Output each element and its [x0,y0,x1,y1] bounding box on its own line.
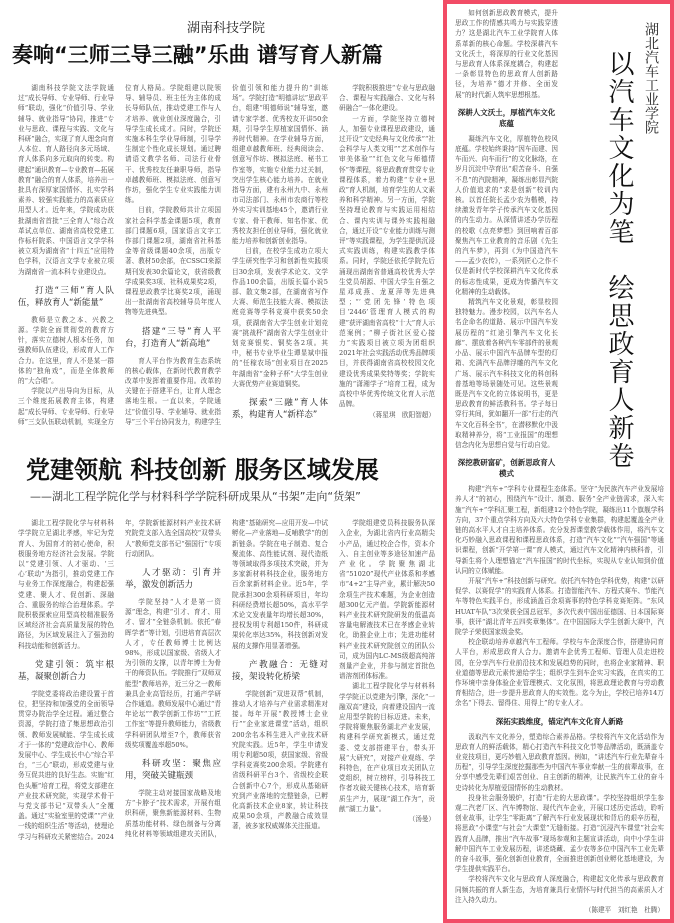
article2-paragraph: 学院坚持“人才是第一资源”理念，构建“引才、育才、用才、留才”全链条机制。依托“春晖学者”等计划，引进培育高层次人才，专任教师博士比例达98%，形成以国家级、省级人才为引领的支撑，以青年博士为骨干的师资队伍。学院推行“双师双能型”教师培养，近三分之一教师兼具企业高管经历，打通产学研合作通道。教师发展中心通过“青年论坛”“教学创新工作坊”“工匠工作室”等提升教师能力，省级教学科研团队增至7个，教师获省级奖项覆盖率超50%。 [125,597,221,749]
article2-section-heading: 科研攻坚：聚焦应用，突破关键瓶颈 [125,758,221,781]
article3-paragraph: 汲取汽车文化养分，塑造综合素养品格。学校将汽车文化活动作为思政育人的鲜活载体，精心打造汽车科技文化节等品牌活动，既涵盖专业竞技项目，更巧妙植入思政教育基因。例如，“讲述汽车行业先辈奋斗历程”，引导学生深度挖掘那些为中国汽车事业奉献一生的前辈故事，在分享中感受先辈们艰苦创业、自主创新的精神，让民族汽车工业的奋斗史诗转化为厚植爱国情怀的生动教材。 [455,732,664,792]
article2-paragraph: 学院组建党员科技服务队深入企业，为湖北省内行业高精尖小产品，通过校企合作，资本介入、自主创业等多途径加速产品产业化。学院聚焦湖北省“51020”现代产业体系和孝感市“4+2”主导产业，累计解决50余项生产技术难题，为企业创造超300亿元产值。学院新能源材料产业技术研究院研发的低温高容量电解液技术已在孝感企业转化，助推企业上市；先进功能材料产业技术研究院创立的团队公司，成为国内LC-MS级超高纯溶剂量产企业，并参与制定首批色谱溶剂团体标准。 [339,519,435,681]
article1-section-heading: 打造“三师”育人队伍，释放育人“新能量” [18,285,114,308]
article2-paragraph: 湖北工程学院化学与材料科学学院立足湖北孝感，牢记为党育人、为国育才的初心使命，积极服务地方经济社会发展。学院以“党建引领、人才驱动、‘三心’联动”为指引，推动党建工作与业务工作深度融合，构建起强党建、聚人才、促创新、深融合、重服务的综合治理体系。学院积极探索应用型高校精准服务区域经济社会高质量发展的特色路径，为区域发展注入了强劲的科技动能和创新活力。 [18,519,114,650]
article3-paragraph: 构建“汽车+”学科专业课程生态体系。坚守“为民族汽车产业发展培养人才”的初心，围绕汽车“设计、制造、服务”全产业链需求，深入实施“汽车+”学科汇聚工程，新组建12个特色学院，凝练出11个旗舰学科方向，37个重点学科方向及六大特色学科专业集群，构建起覆盖全产业链的高水平人才自主培养体系。充分发挥课堂教学载体作用，将汽车文化巧妙融入思政课程和课程思政体系，打造“汽车文化”“汽车强国”等通识课程，创新“开学第一课”育人模式，通过汽车文化精神内核科普，引导新生将个人理想锚定“汽车报国”的时代坐标，实现从专业认知到价值认同的立体赋能。 [455,485,664,575]
article2-section-heading: 党建引领：筑牢根基，凝聚创新合力 [18,659,114,682]
article1-paragraph: 学院积极推进“专业与思政融合、课程与实践融合、文化与科研融合”一体化建设。 [339,84,435,113]
article1-paragraph: 教师是立教之本、兴教之源。学院全面贯彻党的教育方针，落实立德树人根本任务，加强教师队伍建设，形成育人工作合力。在这里，育人不是某一群体的“独角戏”，而是全体教师的“大合唱”。 [18,315,114,386]
article3-paragraph: 开展“汽车+”科技创新与研究。依托汽车特色学科优势，构建“以研促学、以赛促学”的实践育人体系。打造智能汽车、方程式赛车、节能汽车等特色实践平台，形成涵盖百余项赛事的特色学科竞赛矩阵。“东风HUAT车队”3次荣获全国总冠军，多次代表中国出征德国、日本国际赛事，获评“湖北青年五四奖章集体”。在中国国际大学生创新大赛中，汽院学子荣获国家级金奖。 [455,576,664,636]
article2-paragraph: 湖北工程学院化学与材料科学学院正以党建为引擎，深化“一融双高”建设，向着建设国内一流应用型学院的目标迈进。未来，学院将聚焦服务湖北产业发展，构建科学研究新模式，通过党委、党支部搭建平台，带头开展“大研究”，对接产业观练、学科特色，在产业项目攻关团队立党组织，树立榜样，引导科技工作者攻破关键核心技术，培育新质生产力，展现“湖工作为”，贡献“湖工力量”。 [339,682,435,813]
article3-headline: 以汽车文化为笔 绘思政育人新卷 [604,50,634,470]
article2-section-heading: 产教融合：无缝对接，架设转化桥梁 [232,659,328,682]
article3-paragraph: 校企联动培养卓越汽车工程师。学校与车企深度合作，搭建协同育人平台，形成思政育人合力。邀请车企优秀工程师、管理人员走进校园，在分享汽车行业前沿技术和发展趋势的同时，也将企业家精神、职业道德等思政元素传递给学生；组织学生到车企实习实践，在真实的工作环境中亲身体验企业管理模式、文化氛围，将思政理论教育与劳动教育相结合，进一步提升思政育人的实效性。迄今为止，学校已培养14万余名“下得去、留得住、用得上”的专业人才。 [455,638,664,708]
article1-paragraph: 目前，学院教师共计立项国家社会科学基金课题5项，教育部门课题6项，国家语言文字工作部门课题2项，湖南省社科基金等省级课题40余项，出版专著、教材50余部，在CSSCI来源期刊发表30余篇论文，获省级教学成果奖3项、社科成果奖2项，课程思政教学比赛奖2项，涌现出一批湖南省高校辅导员年度人物等先进典型。 [125,206,221,317]
article2-byline: （汤曼） [408,814,435,823]
article3-byline: （陈建平 刘红艳 杜腾） [584,906,664,915]
article2-headline: 党建领航 科技创新 服务区域发展 [26,456,379,485]
article1-headline: 奏响“三师三导三融”乐曲 谱写育人新篇 [12,43,383,67]
article3-paragraph: 学校将汽车文化与思政育人深度融合，构建起文化传承与思政教育同频共振的育人新生态，为培育兼具行业情怀与时代担当的高素质人才注入持久动力。 [455,875,664,904]
article3-section-heading: 深耕人文沃土，厚植汽车文化底蕴 [457,107,556,128]
article1-paragraph: 学院以产出导向为目标，从三个维度拓展教育主体，构建起“成长导师、专业导师、行业导师”三支队伍联动机制，实现全方位育人格局。学院组建以院领导、辅导员、班主任为主体的成长导师队伍，推动党建工作与人才培养、就业创业深度融合，引导学生成长成才。同时，学院还实施本科生学业导师制，引导学生制定个性化成长规划。通过聘请语文教学名师、司法行业骨干、优秀校友任兼职导师，指导卓越教师班、模拟法庭、创意写作坊，强化学生专业实践能力训练。 [18,84,221,426]
article3-section-heading: 深挖教研富矿，创新思政育人模式 [457,458,556,479]
article1-section-heading: 搭建“三导”育人平台，打造育人“新高地” [125,326,221,349]
article2-section-heading: 人才驱动：引育并举，激发创新活力 [125,567,221,590]
article2-paragraph: 学院主动对接国家战略及地方“卡脖子”技术需求，开展有组织科研，聚焦新能源材料、生物质基功能材料、绿色制备与分离纯化材料等领域组建攻关团队，构建“基础研究—应用开发—中试孵化—产业落地—反哺教学”的创新链条。学院在电子制造、复合聚流体、高性能试剂、现代造纸等领域取得多项技术突破，并为多家新材料科技企业，服务地方百余家新材料企业。近5年，学院承担300余项科研项目，年均科研经费增长超50%，高水平学术论文发表量年均增长超30%，授权发明专利超150件，科研成果转化率达35%，科技创新对发展的支撑作用显著增强。 [125,519,328,838]
article2-paragraph: 学院创新“双进双帮”机制，推动人才培养与产业需求精准对接。每年开展“教授博士企业行”“企业家进课堂”活动，组织200余名本科生进入产业技术研究院实践。近5年，学生申请发明专利超50项，获国家级、省级学科竞赛奖200余项。学院建有省级科研平台3个、省级校企联合创新中心7个，形成从基础研究到产业落地的完整链条，已孵化高新技术企业8家，转让科技成果50余项，产教融合成效显著，被多家权威媒体关注报道。 [232,689,328,831]
article1-kicker: 湖南科技学院 [187,21,266,36]
article1-byline: （蒋星琪 欧阳智超） [369,410,435,419]
article3-vertical-title-block [564,8,664,470]
article3-kicker: 湖北汽车工业学院 [643,22,659,134]
article3-intro: 如何创新思政教育模式，提升思政工作的情感共鸣力与实践穿透力？这是湖北汽车工业学院育人体系革新的核心命题。学校深耕汽车文化沃土，将深厚的行业文化基因与思政育人体系深度耦合，构建起一条彰显特色的思政育人创新路径，为培养“德才并修、全面发展”的时代新人筑牢思想根基。 [455,9,558,99]
article2-body [18,518,435,842]
article1-paragraph: 育人平台作为教育生态系统的核心载体，在新时代教育教学改革中发挥着重要作用。改革的关键在于搭建平台，让育人理念落地生根。一直以来，学院通过“价值引导、学业辅导、就业指导”三个平台协同发力，构建学生价值引领和能力提升的“训练场”。学院打造“明德讲坛”思政平台，组建“明德师说”辅导室，邀请专家学者、优秀校友开讲50余期，引导学生厚植家国情怀、涵养时代精神。在学业辅导方面，组建卓越教师班、经典阅读会、创意写作坊、模拟法庭、秘书工作室等，实施专业能力过关制，突出学生核心能力培养。在就业指导方面，建有永州九中、永州市司法部门、永州市农商行等校外实习实训基地45个，邀请行业专家、骨干教师、知名作家、优秀校友担任创业导师，强化就业能力培养和创新创业指导。 [125,84,328,426]
article3-paragraph: 凝练汽车文化，厚植特色校风底蕴。学校始终秉持“因车而建、因车而兴、向车而行”的文化脉络，在岁月沉淀中孕育出“艰苦奋斗、自强不息”的汽院精神，凝练出彰显汽院人价值追求的“求是创新”校训内核。以首任院长孟少农为楷模，持续激发青年学子传承汽车文化基因的内生动力。从深情讲述办学历程的校歌《点亮梦想》到回响着百部聚焦汽车工业教育的音乐剧《先生的汽车梦》，再到《为中国造汽车——孟少农传》，一系列匠心之作不仅是新时代学校深耕汽车文化传承的标志性成果，更成为传播汽车文化精神的生动载体。 [455,134,558,296]
article2-paragraph: 学院党委将政治建设置于首位，把坚持和加强党的全面领导贯穿办院治学全过程。通过整合资源，学院打造了集思想政治引领、教师发展赋能、学生成长成才于一体的“党建政治中心、教师发展中心、学生成长中心”综合平台，“三心”联动，形成党建与业务互促共进的良好生态。实施“红色头雁”培育工程，将党支部建在产业技术研究院，实现学术骨干与党支部书记“双带头人”全覆盖。通过“实验室里的党课”“产业一线的组织生活”等活动，使理论学习与科研攻关紧密结合。2024年，学院新能源材料产业技术研究院党支部入选全国高校“双带头人”教师党支部书记“强国行”专项行动团队。 [18,519,221,841]
article1-paragraph: 目前，在校学生成功立项大学生研究性学习和创新性实践项目30余项，发表学术论文、文学作品100余篇，出版长篇小说5部、散文集2部，在湖南省写作大赛、师范生技能大赛、模拟法庭竞赛等学科竞赛中获奖50余项，获湖南省大学生创业计划竞赛“挑战杯”湖南省大学生创业计划竞赛银奖、铜奖各2项。其中，秘书专业毕业生谭显斌申报的“任稼农场”创业项目在2025年湖南省“金种子杯”大学生创业大赛优势产业赛道铜奖。 [232,247,328,388]
article3-paragraph: 精筑汽车文化景观，彰显校园独特魅力。漫步校园，以汽车名人名企命名的道路、展示中国汽车发展历程的“红途引擎汽车文化长廊”、摆放着各种汽车零部件的景观小品、展示中国汽车品牌车型的灯箱、充满汽车品牌浮雕的汽车文化广场、展示汽车科技文化的科创科普基地等场景随处可见。这些景观既是汽车文化的立体说明书，更是思政教育的鲜活教科书。学子每日穿行其间，犹如翻开一部“行走的汽车文化百科全书”，在潜移默化中汲取精神养分，将“工业报国”的理想信念内化为思想自觉与行动自觉。 [455,298,558,449]
article1-paragraph: 湖南科技学院文法学院通过“成长导师、专业导师、行业导师”联动，强化“价值引导、学业辅导、就业指导”协同，推进“专业与思政、课程与实践、文化与科研”融合，实现了育人理念向育人本位、育人路径向多元场域、育人体系向多元取向的转变。构建起“通识教育—专业教育—拓展教育”融合的育人体系，培养出一批具有深厚家国情怀、扎实学科素养、较强实践能力的高素质应用型人才。近年来，学院成功获批湖南省首批“三全育人”综合改革试点单位、湖南省高校党建工作标杆院系、中国语言文学学科被立项为湖南省“十四五”应用特色学科，汉语言文学专业被立项为湖南省一流本科专业建设点。 [18,84,114,276]
article3-paragraph: 投身社会服务锻炉，打造“行走的大思政课”。学校坚持组织学生参观二汽老厂区、汽车博物馆、现代汽车企业，开展口述历史活动，聆听创业故事，让学生“零距离”了解汽车行业发展现状和背后的艰辛历程，将思政“小课堂”与社会“大课堂”无缝衔接。打造“沉浸汽车课堂”社会实践育人品牌，推出“汽车故事”现场参观和主题宣讲活动，向中小学生讲解中国汽车工业发展历程，讲述烧藏、孟少农等多位中国汽车工业先辈的奋斗故事，强化创新创业教育，全面推进创新创业孵化基地建设，为学生提供实践平台。 [455,793,664,874]
article3-framed-feature [443,0,674,923]
article1-body [18,83,435,427]
article1-section-heading: 探索“三融”育人体系，构建育人“新样态” [232,398,328,421]
article3-section-heading: 深拓实践维度，锚定汽车文化育人新路 [495,716,624,726]
article2-subtitle: ——湖北工程学院化学与材料科学学院科研成果从“书架”走向“货架” [30,490,361,504]
article1-paragraph: 一方面，学院坚持立德树人，加强专业课程思政建设，通过开设“文史经典与文化传承”“社会科学与人类文明”“艺术创作与审美体验”“红色文化与师德情怀”等课程，将思政教育贯穿专业课程体系，着力构建“专业+思政”育人机制，培育学生的人文素养和科学精神。另一方面，学院坚持理论教育与实践运用相结合、课内实训与课外实践相融合，通过开设“专业能力训练与测评”等实践课程，为学生提供沉浸式实践训练，构建实践教学体系。同时，学院还依托学院先后涌现出湖南省普通高校优秀大学生党员胡源、中国大学生自强之星邓成燕、龙夏萍等先进典型；“‘党团先锋’特色项目‘2446’管理育人模式的构建”获评湖南省高校“十大”育人示范案例；“柳子街社区爱心接力”实践项目被立项为团组织2021年社会实践活动优秀品牌项目，并获得湖南省高校校园文化建设优秀成果奖特等奖；学院实施的“潇湘学子”培育工程，成为高校中华优秀传统文化育人示范品牌。 [339,114,435,409]
